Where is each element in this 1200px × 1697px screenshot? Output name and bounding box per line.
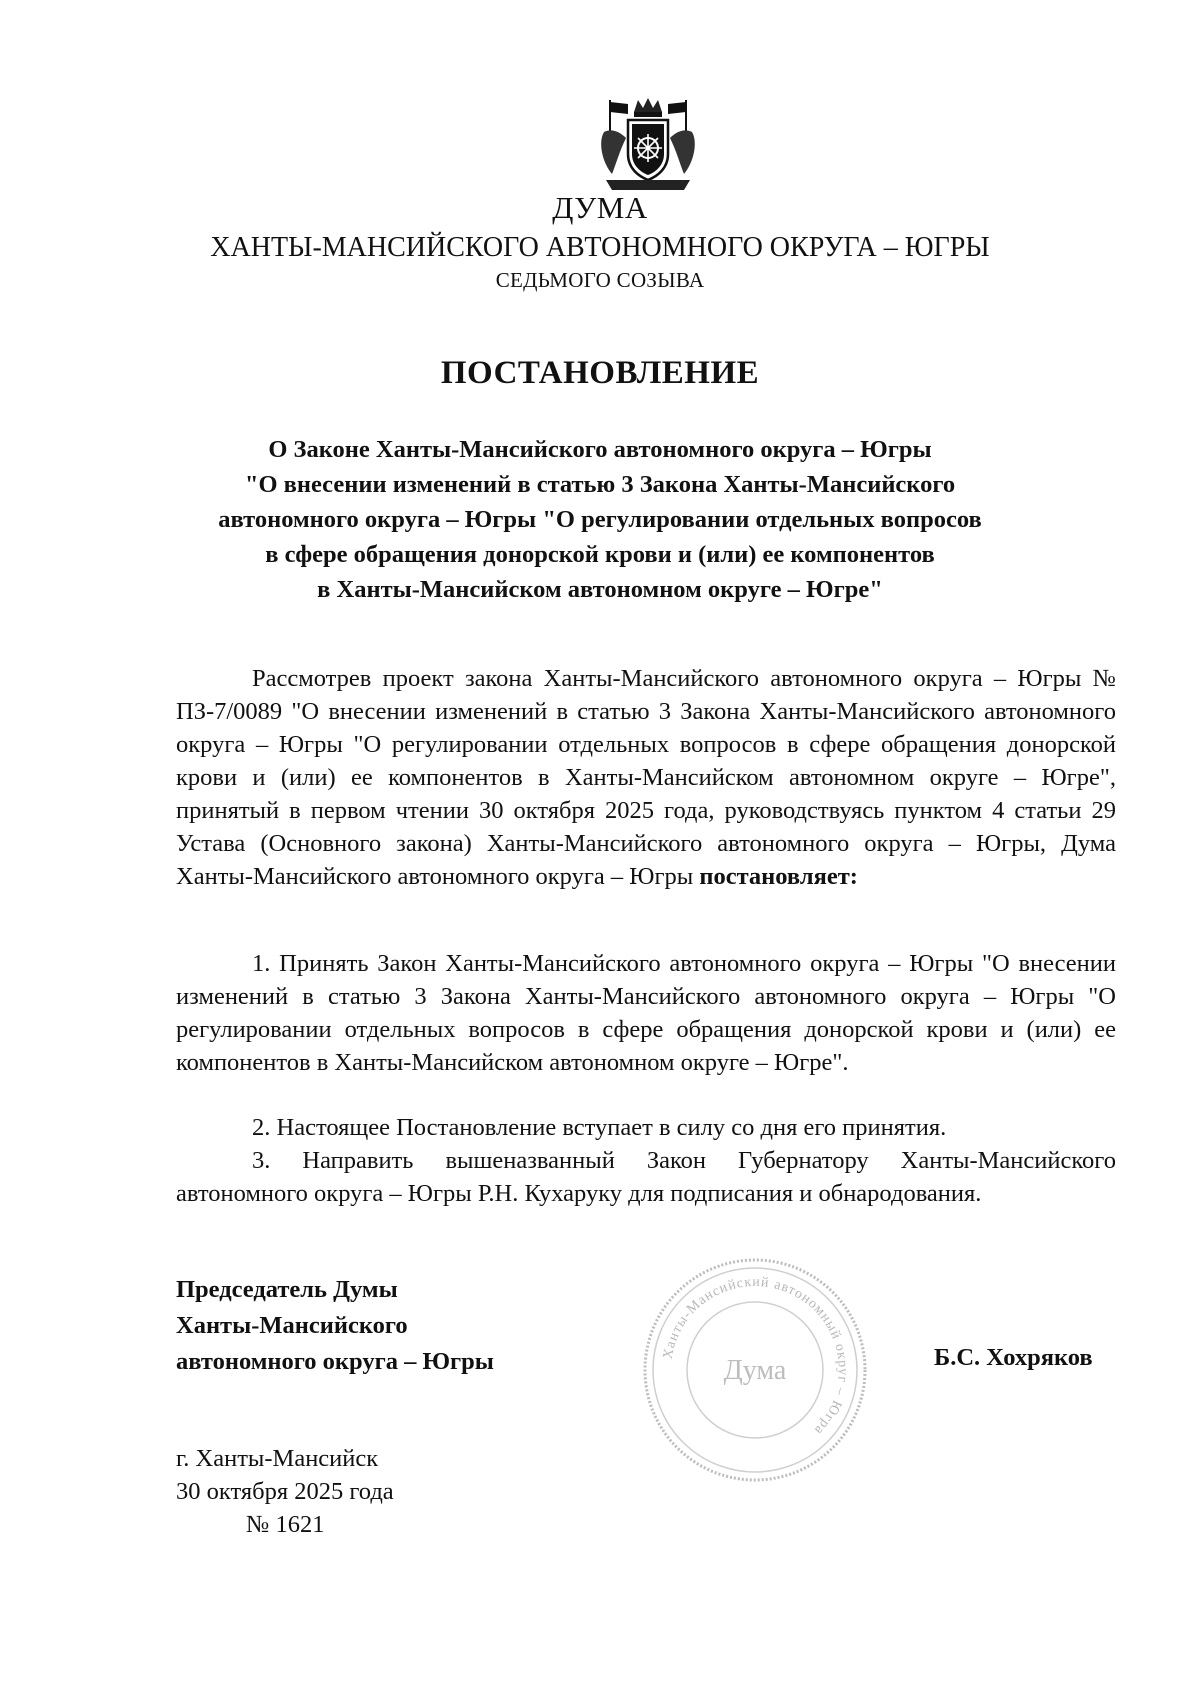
footer-date: 30 октября 2025 года [176,1478,394,1505]
coat-of-arms-icon [596,92,700,196]
signatory-name: Б.С. Хохряков [934,1344,1093,1371]
seal-center-text: Дума [723,1355,787,1386]
clause-2: 2. Настоящее Постановление вступает в силу со дня его принятия. [252,1114,947,1141]
title-line: О Законе Ханты-Мансийского автономного округа – Югры [268,436,932,463]
footer-number: № 1621 [246,1511,325,1538]
signatory-position [176,1272,494,1380]
institution-name: ДУМА [552,190,648,225]
official-seal [640,1255,870,1485]
clause-3: 3. Направить вышеназванный Закон Губернатору Ханты-Мансийского автономного округа – Югры Р.Н. Кухаруку для подписания и обнародования. [176,1147,1116,1207]
preamble-paragraph [176,662,1116,893]
footer-city: г. Ханты-Мансийск [176,1445,379,1472]
position-line: Председатель Думы [176,1276,398,1303]
preamble-emphasis: постановляет: [699,863,858,890]
position-line: Ханты-Мансийского [176,1312,408,1339]
convocation: СЕДЬМОГО СОЗЫВА [495,268,705,292]
seal-ring-text: Ханты-Мансийский автономный округ – Югра [660,1274,851,1438]
document-footer [176,1442,394,1541]
clause-1: 1. Принять Закон Ханты-Мансийского автономного округа – Югры "О внесении изменений в статью 3 Закона Ханты-Мансийского автономного округа – Югры "О регулировании отдельных вопросов в сфере обращения донорской крови и (или) ее компонентов в Ханты-Мансийском автономном округе – Югре". [176,950,1116,1076]
region-name: ХАНТЫ-МАНСИЙСКОГО АВТОНОМНОГО ОКРУГА – ЮГРЫ [210,232,990,263]
title-line: автономного округа – Югры "О регулировании отдельных вопросов [218,506,982,533]
position-line: автономного округа – Югры [176,1348,494,1375]
document-title [190,432,1010,607]
title-line: в сфере обращения донорской крови и (или) ее компонентов [265,541,935,568]
title-line: в Ханты-Мансийском автономном округе – Югре" [317,576,883,603]
title-line: "О внесении изменений в статью 3 Закона Ханты-Мансийского [244,471,956,498]
document-type: ПОСТАНОВЛЕНИЕ [440,355,760,391]
preamble-text: Рассмотрев проект закона Ханты-Мансийского автономного округа – Югры № ПЗ-7/0089 "О внесении изменений в статью 3 Закона Ханты-Мансийского автономного округа – Югры "О регулировании отдельных вопросов в сфере обращения донорской крови и (или) ее компонентов в Ханты-Мансийском автономном округе – Югре", принятый в первом чтении 30 октября 2025 года, руководствуясь пунктом 4 статьи 29 Устава (Основного закона) Ханты-Мансийского автономного округа – Югры, Дума Ханты-Мансийского автономного округа – Югры [176,665,1116,890]
